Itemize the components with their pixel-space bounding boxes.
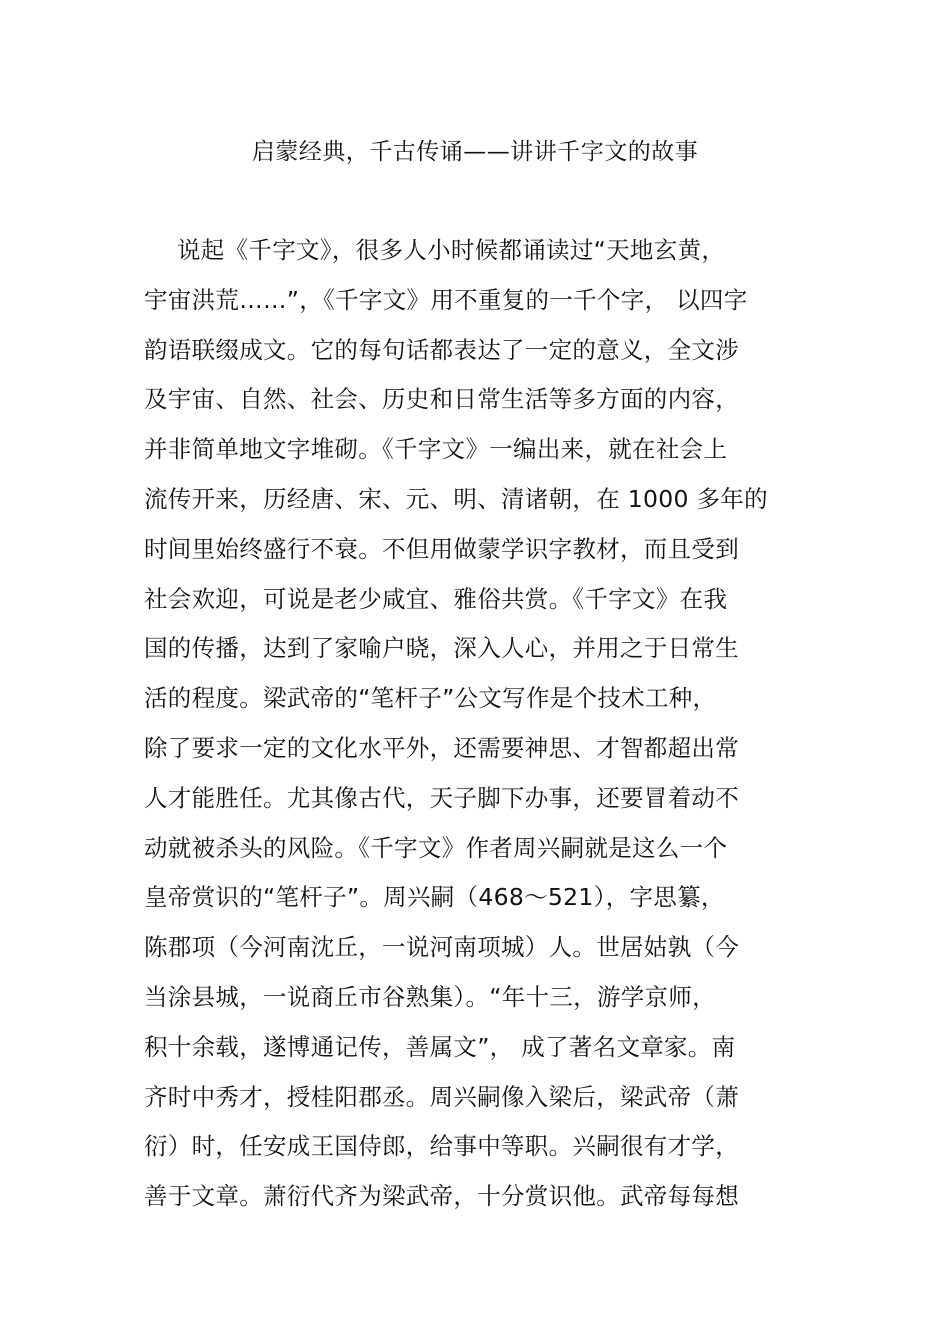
paragraph-line: 社会欢迎，可说是老少咸宜、雅俗共赏。《千字文》在我	[144, 584, 728, 613]
paragraph-line: 动就被杀头的风险。《千字文》作者周兴嗣就是这么一个	[144, 833, 728, 862]
paragraph-line: 当涂县城，一说商丘市谷熟集）。“年十三，游学京师，	[144, 982, 716, 1011]
paragraph-line: 皇帝赏识的“笔杆子”。周兴嗣（468～521），字思纂，	[144, 883, 725, 912]
paragraph-line: 说起《千字文》，很多人小时候都诵读过“天地玄黄，	[177, 236, 726, 264]
paragraph-line: 齐时中秀才，授桂阳郡丞。周兴嗣像入梁后，梁武帝（萧	[144, 1082, 739, 1111]
paragraph-line: 善于文章。萧衍代齐为梁武帝，十分赏识他。武帝每每想	[144, 1182, 739, 1211]
document-body	[144, 232, 824, 1228]
paragraph-line: 国的传播，达到了家喻户晓，深入人心，并用之于日常生	[144, 634, 739, 663]
paragraph-line: 除了要求一定的文化水平外，还需要神思、才智都超出常	[144, 733, 739, 762]
paragraph-line: 时间里始终盛行不衰。不但用做蒙学识字教材，而且受到	[144, 534, 739, 563]
paragraph-line: 韵语联缀成文。它的每句话都表达了一定的意义，全文涉	[144, 335, 739, 364]
paragraph-line: 衍）时，任安成王国侍郎，给事中等职。兴嗣很有才学，	[144, 1132, 739, 1161]
paragraph-line: 并非简单地文字堆砌。《千字文》一编出来，就在社会上	[144, 435, 728, 464]
document-title: 启蒙经典，千古传诵——讲讲千字文的故事	[251, 139, 699, 165]
paragraph-line: 流传开来，历经唐、宋、元、明、清诸朝，在 1000 多年的	[144, 484, 768, 513]
paragraph-line: 及宇宙、自然、社会、历史和日常生活等多方面的内容，	[144, 385, 739, 414]
paragraph-line: 宇宙洪荒……”，《千字文》用不重复的一千个字， 以四字	[144, 285, 748, 314]
paragraph-line: 积十余载，遂博通记传，善属文”， 成了著名文章家。南	[144, 1032, 736, 1061]
paragraph-line: 陈郡项（今河南沈丘，一说河南项城）人。世居姑孰（今	[144, 933, 739, 962]
paragraph-line: 活的程度。梁武帝的“笔杆子”公文写作是个技术工种，	[144, 684, 717, 713]
paragraph-line: 人才能胜任。尤其像古代，天子脚下办事，还要冒着动不	[144, 783, 739, 812]
